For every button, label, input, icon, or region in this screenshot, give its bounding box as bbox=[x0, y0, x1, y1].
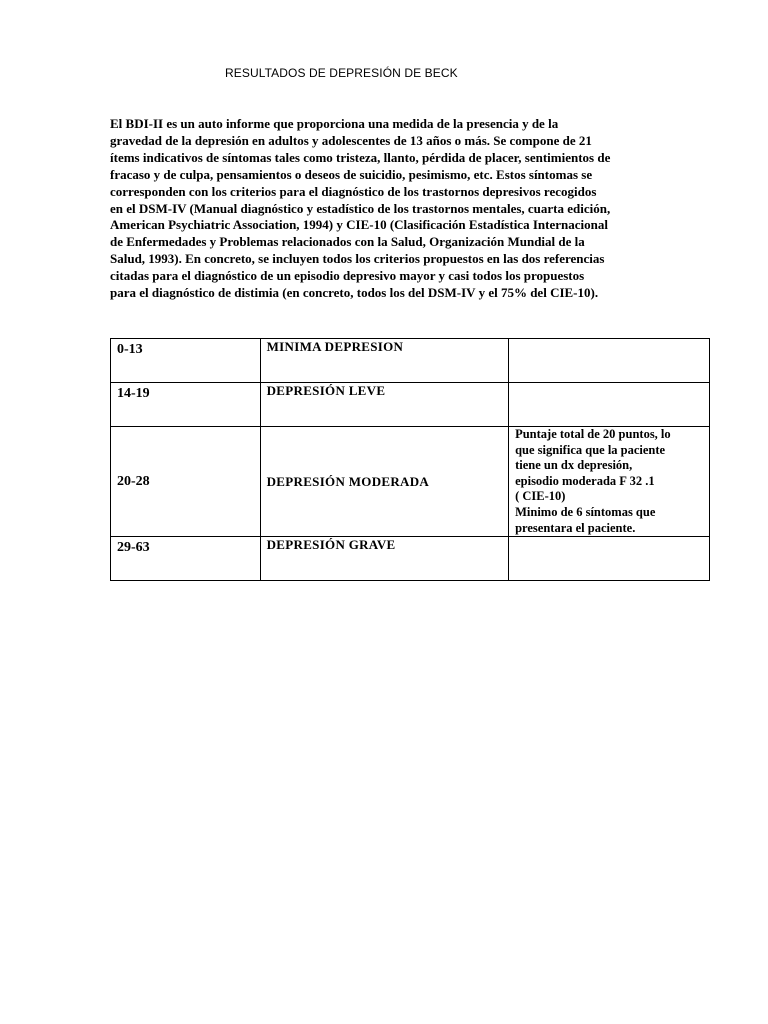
severity-cell: DEPRESIÓN GRAVE bbox=[260, 537, 508, 581]
note-line: Minimo de 6 síntomas que bbox=[515, 504, 656, 519]
note-line: presentara el paciente. bbox=[515, 520, 636, 535]
table-row bbox=[111, 427, 710, 537]
document-title: RESULTADOS DE DEPRESIÓN DE BECK bbox=[225, 66, 458, 80]
intro-line: corresponden con los criterios para el diagnóstico de los trastornos depresivos recogidos bbox=[110, 183, 597, 199]
note-line: que significa que la paciente bbox=[515, 442, 666, 457]
score-range-cell: 0-13 bbox=[111, 339, 261, 383]
intro-line: en el DSM-IV (Manual diagnóstico y estadístico de los trastornos mentales, cuarta edición, bbox=[110, 200, 611, 216]
severity-cell: DEPRESIÓN MODERADA bbox=[260, 427, 508, 537]
intro-line: El BDI-II es un auto informe que proporciona una medida de la presencia y de la bbox=[110, 116, 559, 131]
intro-line: gravedad de la depresión en adultos y adolescentes de 13 años o más. Se compone de 21 bbox=[110, 132, 592, 148]
note-cell bbox=[509, 427, 710, 537]
note-line: episodio moderada F 32 .1 bbox=[515, 473, 655, 488]
note-cell bbox=[509, 537, 710, 581]
note-line: Puntaje total de 20 puntos, lo bbox=[515, 427, 671, 441]
intro-line: American Psychiatric Association, 1994) y CIE-10 (Clasificación Estadística Internacional bbox=[110, 217, 608, 233]
intro-line: ítems indicativos de síntomas tales como tristeza, llanto, pérdida de placer, sentimientos de bbox=[110, 149, 611, 165]
severity-cell: DEPRESIÓN LEVE bbox=[260, 383, 508, 427]
note-cell bbox=[509, 383, 710, 427]
intro-paragraph bbox=[110, 116, 670, 302]
table-row bbox=[111, 339, 710, 383]
table-row bbox=[111, 537, 710, 581]
intro-line: para el diagnóstico de distimia (en concreto, todos los del DSM-IV y el 75% del CIE-10). bbox=[110, 285, 599, 301]
note-line: ( CIE-10) bbox=[515, 489, 566, 504]
bdi-score-table bbox=[110, 338, 710, 581]
intro-line: de Enfermedades y Problemas relacionados con la Salud, Organización Mundial de la bbox=[110, 234, 585, 250]
score-range-cell: 20-28 bbox=[111, 427, 261, 537]
severity-cell: MINIMA DEPRESION bbox=[260, 339, 508, 383]
table-row bbox=[111, 383, 710, 427]
intro-line: citadas para el diagnóstico de un episodio depresivo mayor y casi todos los propuestos bbox=[110, 268, 585, 284]
intro-line: Salud, 1993). En concreto, se incluyen todos los criterios propuestos en las dos referencias bbox=[110, 251, 605, 267]
note-line: tiene un dx depresión, bbox=[515, 458, 633, 473]
score-range-cell: 29-63 bbox=[111, 537, 261, 581]
intro-line: fracaso y de culpa, pensamientos o deseos de suicidio, pesimismo, etc. Estos síntomas se bbox=[110, 166, 593, 182]
note-cell bbox=[509, 339, 710, 383]
score-range-cell: 14-19 bbox=[111, 383, 261, 427]
